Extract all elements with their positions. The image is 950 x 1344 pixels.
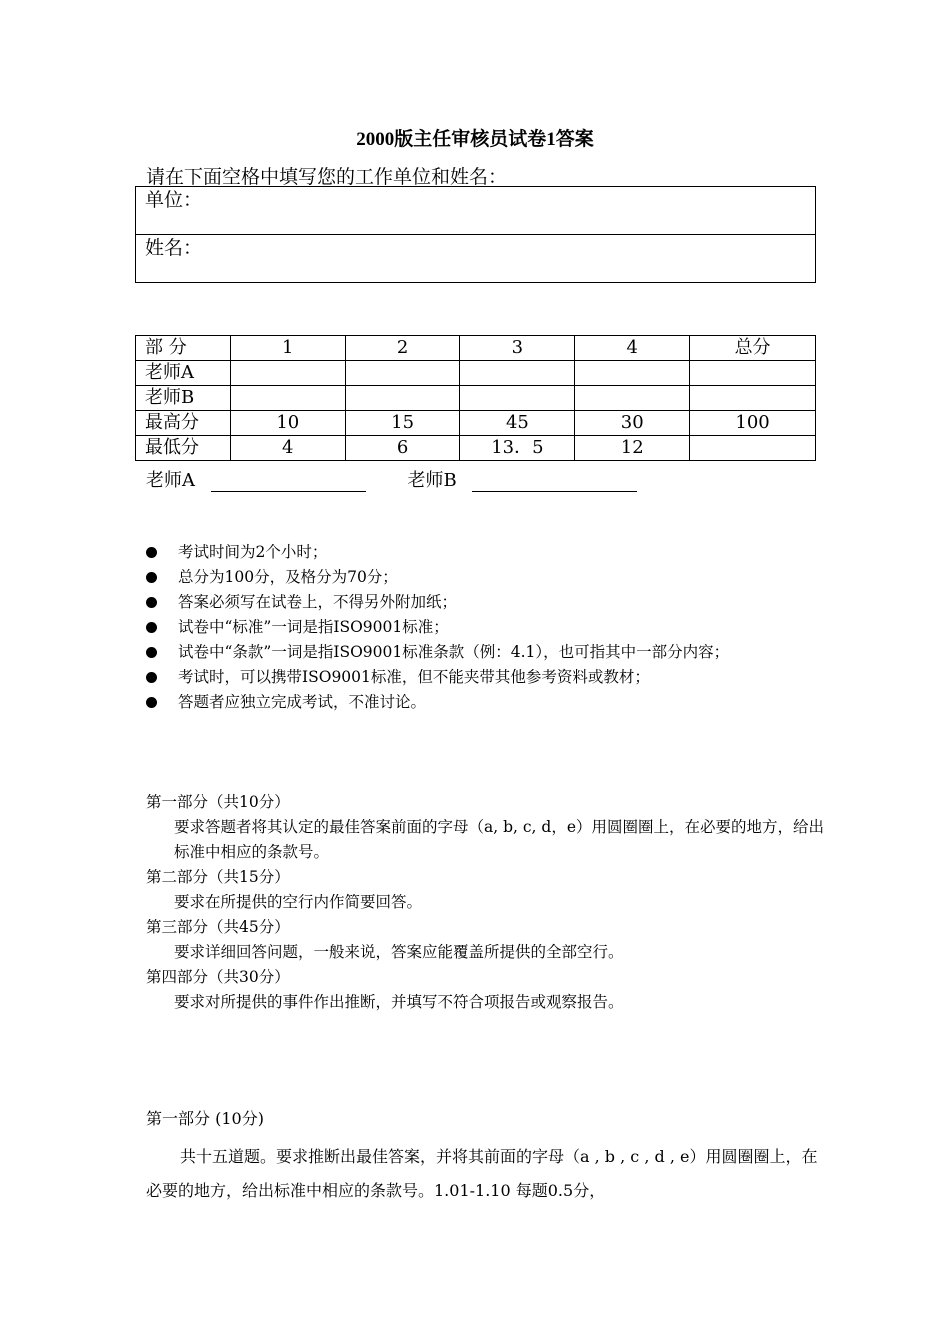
score-cell bbox=[690, 436, 816, 461]
list-item: 考试时，可以携带ISO9001标准，但不能夹带其他参考资料或教材； bbox=[146, 665, 816, 690]
teacher-b-label: 老师B bbox=[407, 470, 457, 491]
unit-field[interactable]: 单位： bbox=[136, 187, 816, 235]
part-heading: 第三部分（共45分） bbox=[146, 918, 290, 936]
parts-description bbox=[146, 790, 826, 1015]
score-cell[interactable] bbox=[460, 386, 575, 411]
signature-row bbox=[146, 466, 637, 492]
section-heading: 第一部分 (10分) bbox=[146, 1109, 264, 1128]
bullet-icon bbox=[146, 672, 157, 683]
score-cell[interactable] bbox=[345, 386, 460, 411]
part-description: 要求在所提供的空行内作简要回答。 bbox=[174, 893, 423, 911]
bullet-icon bbox=[146, 647, 157, 658]
score-cell: 30 bbox=[575, 411, 690, 436]
part-description: 要求详细回答问题，一般来说，答案应能覆盖所提供的全部空行。 bbox=[174, 943, 624, 961]
part-description: 要求对所提供的事件作出推断，并填写不符合项报告或观察报告。 bbox=[174, 993, 624, 1011]
table-row bbox=[136, 386, 816, 411]
score-cell: 100 bbox=[690, 411, 816, 436]
bullet-icon bbox=[146, 572, 157, 583]
table-row bbox=[136, 436, 816, 461]
part-heading: 第二部分（共15分） bbox=[146, 868, 290, 886]
exam-rules-list bbox=[146, 540, 816, 715]
header-cell: 部 分 bbox=[136, 336, 231, 361]
score-cell: 12 bbox=[575, 436, 690, 461]
table-row bbox=[136, 361, 816, 386]
score-cell[interactable] bbox=[690, 361, 816, 386]
score-cell: 13．5 bbox=[460, 436, 575, 461]
section-paragraph: 共十五道题。要求推断出最佳答案，并将其前面的字母（a , b , c , d , e）用圆圈圈上，在必要的地方，给出标准中相应的条款号。1.01-1.10 每题0.5分， bbox=[146, 1147, 818, 1200]
score-cell: 15 bbox=[345, 411, 460, 436]
score-cell: 6 bbox=[345, 436, 460, 461]
teacher-a-signature-line[interactable] bbox=[211, 473, 366, 492]
header-cell: 1 bbox=[230, 336, 345, 361]
score-table bbox=[135, 335, 816, 461]
header-cell: 3 bbox=[460, 336, 575, 361]
list-item: 试卷中“标准”一词是指ISO9001标准； bbox=[146, 615, 816, 640]
part-heading: 第一部分（共10分） bbox=[146, 793, 290, 811]
score-cell: 45 bbox=[460, 411, 575, 436]
teacher-b-signature-line[interactable] bbox=[472, 473, 637, 492]
bullet-icon bbox=[146, 547, 157, 558]
bullet-icon bbox=[146, 622, 157, 633]
row-label: 最低分 bbox=[136, 436, 231, 461]
bullet-icon bbox=[146, 697, 157, 708]
teacher-a-label: 老师A bbox=[146, 470, 195, 491]
row-label: 老师A bbox=[136, 361, 231, 386]
score-cell[interactable] bbox=[690, 386, 816, 411]
score-cell[interactable] bbox=[230, 386, 345, 411]
list-item: 考试时间为2个小时； bbox=[146, 540, 816, 565]
score-cell[interactable] bbox=[460, 361, 575, 386]
row-label: 老师B bbox=[136, 386, 231, 411]
list-item: 答案必须写在试卷上，不得另外附加纸； bbox=[146, 590, 816, 615]
list-item: 总分为100分，及格分为70分； bbox=[146, 565, 816, 590]
score-cell[interactable] bbox=[575, 361, 690, 386]
part-description: 要求答题者将其认定的最佳答案前面的字母（a, b, c, d，e）用圆圈圈上，在必要的地方，给出标准中相应的条款号。 bbox=[174, 818, 825, 861]
score-header-row bbox=[136, 336, 816, 361]
list-item: 试卷中“条款”一词是指ISO9001标准条款（例：4.1），也可指其中一部分内容； bbox=[146, 640, 816, 665]
bullet-icon bbox=[146, 597, 157, 608]
score-cell: 10 bbox=[230, 411, 345, 436]
page-title: 2000版主任审核员试卷1答案 bbox=[356, 129, 594, 150]
header-cell: 4 bbox=[575, 336, 690, 361]
row-label: 最高分 bbox=[136, 411, 231, 436]
table-row bbox=[136, 411, 816, 436]
list-item: 答题者应独立完成考试，不准讨论。 bbox=[146, 690, 816, 715]
name-field[interactable]: 姓名： bbox=[136, 235, 816, 283]
score-cell[interactable] bbox=[230, 361, 345, 386]
score-cell[interactable] bbox=[575, 386, 690, 411]
fill-in-prompt: 请在下面空格中填写您的工作单位和姓名： bbox=[146, 166, 508, 188]
info-table bbox=[135, 186, 816, 283]
header-cell: 2 bbox=[345, 336, 460, 361]
header-cell: 总分 bbox=[690, 336, 816, 361]
part-heading: 第四部分（共30分） bbox=[146, 968, 290, 986]
score-cell: 4 bbox=[230, 436, 345, 461]
score-cell[interactable] bbox=[345, 361, 460, 386]
